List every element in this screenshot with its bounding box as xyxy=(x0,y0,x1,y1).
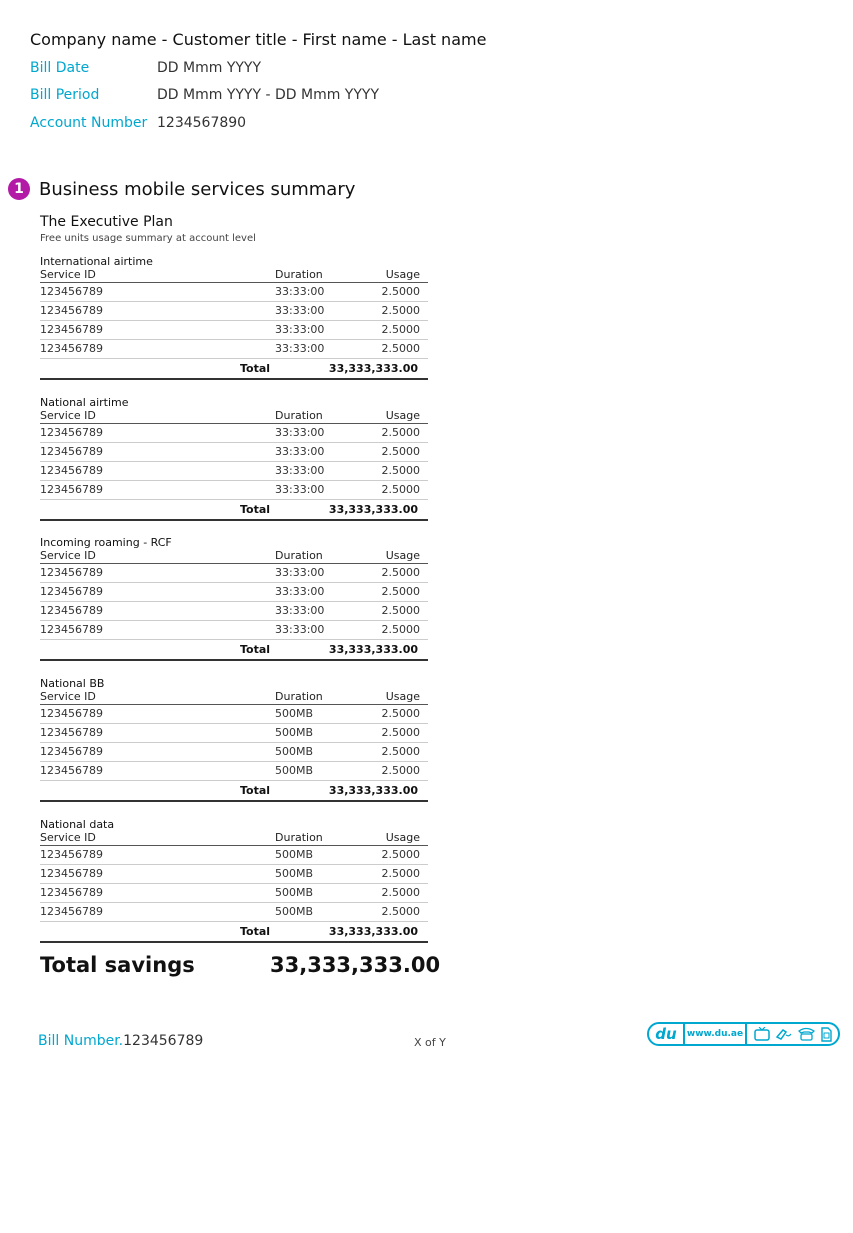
bill-date-row xyxy=(30,60,261,76)
col-usage: Usage xyxy=(385,268,420,281)
usage-cell: 2.5000 xyxy=(381,867,420,880)
service-id-cell: 123456789 xyxy=(40,323,103,336)
usage-cell: 2.5000 xyxy=(381,483,420,496)
table-total-row xyxy=(40,922,428,943)
service-id-cell: 123456789 xyxy=(40,342,103,355)
mobile-icon xyxy=(775,1027,793,1041)
table-row xyxy=(40,846,428,865)
service-id-cell: 123456789 xyxy=(40,905,103,918)
service-id-cell: 123456789 xyxy=(40,764,103,777)
duration-cell: 33:33:00 xyxy=(275,323,325,336)
col-duration: Duration xyxy=(275,268,323,281)
service-id-cell: 123456789 xyxy=(40,304,103,317)
table-row xyxy=(40,302,428,321)
service-id-cell: 123456789 xyxy=(40,848,103,861)
service-id-cell: 123456789 xyxy=(40,623,103,636)
table-row xyxy=(40,283,428,302)
total-value: 33,333,333.00 xyxy=(328,503,418,516)
total-label: Total xyxy=(240,784,271,797)
table-category: National BB xyxy=(40,677,105,690)
account-number-value: 1234567890 xyxy=(157,115,247,131)
col-usage: Usage xyxy=(385,690,420,703)
section-heading xyxy=(8,178,355,200)
usage-table xyxy=(40,396,428,521)
duration-cell: 33:33:00 xyxy=(275,483,325,496)
usage-cell: 2.5000 xyxy=(381,707,420,720)
col-duration: Duration xyxy=(275,549,323,562)
usage-cell: 2.5000 xyxy=(381,464,420,477)
duration-cell: 500MB xyxy=(275,764,314,777)
table-row xyxy=(40,481,428,500)
duration-cell: 500MB xyxy=(275,848,314,861)
col-service-id: Service ID xyxy=(40,690,96,703)
table-row xyxy=(40,884,428,903)
usage-cell: 2.5000 xyxy=(381,848,420,861)
table-total-row xyxy=(40,640,428,661)
total-value: 33,333,333.00 xyxy=(328,643,418,656)
service-icons xyxy=(747,1027,838,1042)
table-row xyxy=(40,424,428,443)
total-value: 33,333,333.00 xyxy=(328,784,418,797)
table-row xyxy=(40,724,428,743)
table-row xyxy=(40,443,428,462)
service-id-cell: 123456789 xyxy=(40,707,103,720)
service-id-cell: 123456789 xyxy=(40,867,103,880)
service-id-cell: 123456789 xyxy=(40,426,103,439)
service-id-cell: 123456789 xyxy=(40,566,103,579)
usage-table xyxy=(40,536,428,661)
bill-date-value: DD Mmm YYYY xyxy=(157,60,262,76)
total-label: Total xyxy=(240,503,271,516)
total-savings-value: 33,333,333.00 xyxy=(270,953,441,977)
duration-cell: 33:33:00 xyxy=(275,566,325,579)
col-service-id: Service ID xyxy=(40,268,96,281)
plan-name: The Executive Plan xyxy=(40,214,173,230)
service-id-cell: 123456789 xyxy=(40,464,103,477)
usage-table xyxy=(40,818,428,943)
col-duration: Duration xyxy=(275,831,323,844)
table-total-row xyxy=(40,781,428,802)
col-usage: Usage xyxy=(385,831,420,844)
bill-number-label: Bill Number. xyxy=(38,1033,124,1049)
total-value: 33,333,333.00 xyxy=(328,925,418,938)
website-link[interactable]: www.du.ae xyxy=(686,1029,744,1039)
account-number-label: Account Number xyxy=(30,115,148,131)
service-id-cell: 123456789 xyxy=(40,604,103,617)
col-service-id: Service ID xyxy=(40,409,96,422)
usage-cell: 2.5000 xyxy=(381,726,420,739)
usage-cell: 2.5000 xyxy=(381,623,420,636)
duration-cell: 500MB xyxy=(275,905,314,918)
table-category: International airtime xyxy=(40,255,153,268)
table-row xyxy=(40,705,428,724)
table-header xyxy=(40,831,428,846)
service-id-cell: 123456789 xyxy=(40,745,103,758)
section-title: Business mobile services summary xyxy=(39,178,356,200)
usage-cell: 2.5000 xyxy=(381,323,420,336)
table-row xyxy=(40,743,428,762)
duration-cell: 33:33:00 xyxy=(275,623,325,636)
section-number-badge: 1 xyxy=(8,178,30,200)
usage-cell: 2.5000 xyxy=(381,445,420,458)
table-header xyxy=(40,549,428,564)
duration-cell: 500MB xyxy=(275,886,314,899)
du-logo: du xyxy=(655,1025,677,1043)
usage-cell: 2.5000 xyxy=(381,304,420,317)
table-total-row xyxy=(40,500,428,521)
service-id-cell: 123456789 xyxy=(40,445,103,458)
duration-cell: 33:33:00 xyxy=(275,426,325,439)
col-duration: Duration xyxy=(275,409,323,422)
duration-cell: 33:33:00 xyxy=(275,285,325,298)
usage-cell: 2.5000 xyxy=(381,285,420,298)
table-header xyxy=(40,268,428,283)
bill-date-label: Bill Date xyxy=(30,60,90,76)
table-row xyxy=(40,865,428,884)
col-usage: Usage xyxy=(385,549,420,562)
table-category: National data xyxy=(40,818,115,831)
duration-cell: 500MB xyxy=(275,745,314,758)
duration-cell: 33:33:00 xyxy=(275,304,325,317)
usage-cell: 2.5000 xyxy=(381,585,420,598)
usage-cell: 2.5000 xyxy=(381,604,420,617)
bill-number-value: 123456789 xyxy=(123,1033,204,1049)
duration-cell: 33:33:00 xyxy=(275,464,325,477)
service-id-cell: 123456789 xyxy=(40,285,103,298)
total-value: 33,333,333.00 xyxy=(328,362,418,375)
duration-cell: 500MB xyxy=(275,707,314,720)
table-row xyxy=(40,462,428,481)
duration-cell: 33:33:00 xyxy=(275,342,325,355)
duration-cell: 33:33:00 xyxy=(275,604,325,617)
duration-cell: 33:33:00 xyxy=(275,585,325,598)
duration-cell: 33:33:00 xyxy=(275,445,325,458)
usage-table xyxy=(40,677,428,802)
page-indicator: X of Y xyxy=(414,1036,446,1049)
col-usage: Usage xyxy=(385,409,420,422)
usage-cell: 2.5000 xyxy=(381,886,420,899)
plan-subtitle: Free units usage summary at account level xyxy=(40,233,256,244)
table-total-row xyxy=(40,359,428,380)
total-label: Total xyxy=(240,925,271,938)
table-row xyxy=(40,340,428,359)
bill-period-label: Bill Period xyxy=(30,87,100,103)
usage-cell: 2.5000 xyxy=(381,764,420,777)
total-label: Total xyxy=(240,362,271,375)
table-row xyxy=(40,602,428,621)
service-id-cell: 123456789 xyxy=(40,585,103,598)
du-logo-banner xyxy=(647,1022,840,1046)
usage-cell: 2.5000 xyxy=(381,905,420,918)
duration-cell: 500MB xyxy=(275,726,314,739)
usage-table xyxy=(40,255,428,380)
table-row xyxy=(40,903,428,922)
table-row xyxy=(40,583,428,602)
table-row xyxy=(40,762,428,781)
account-number-row xyxy=(30,115,246,131)
tv-icon xyxy=(754,1027,770,1041)
table-header xyxy=(40,409,428,424)
landline-phone-icon xyxy=(798,1027,815,1041)
col-duration: Duration xyxy=(275,690,323,703)
usage-cell: 2.5000 xyxy=(381,566,420,579)
table-row xyxy=(40,621,428,640)
service-id-cell: 123456789 xyxy=(40,483,103,496)
total-label: Total xyxy=(240,643,271,656)
duration-cell: 500MB xyxy=(275,867,314,880)
usage-cell: 2.5000 xyxy=(381,426,420,439)
usage-cell: 2.5000 xyxy=(381,745,420,758)
table-category: National airtime xyxy=(40,396,129,409)
col-service-id: Service ID xyxy=(40,549,96,562)
sim-card-icon xyxy=(820,1027,832,1042)
table-row xyxy=(40,564,428,583)
bill-period-row xyxy=(30,87,379,103)
table-row xyxy=(40,321,428,340)
col-service-id: Service ID xyxy=(40,831,96,844)
service-id-cell: 123456789 xyxy=(40,886,103,899)
bill-period-value: DD Mmm YYYY - DD Mmm YYYY xyxy=(157,87,379,103)
total-savings-label: Total savings xyxy=(40,953,195,977)
usage-cell: 2.5000 xyxy=(381,342,420,355)
table-header xyxy=(40,690,428,705)
customer-line: Company name - Customer title - First name - Last name xyxy=(30,30,487,49)
bill-number xyxy=(38,1033,203,1049)
table-category: Incoming roaming - RCF xyxy=(40,536,172,549)
service-id-cell: 123456789 xyxy=(40,726,103,739)
